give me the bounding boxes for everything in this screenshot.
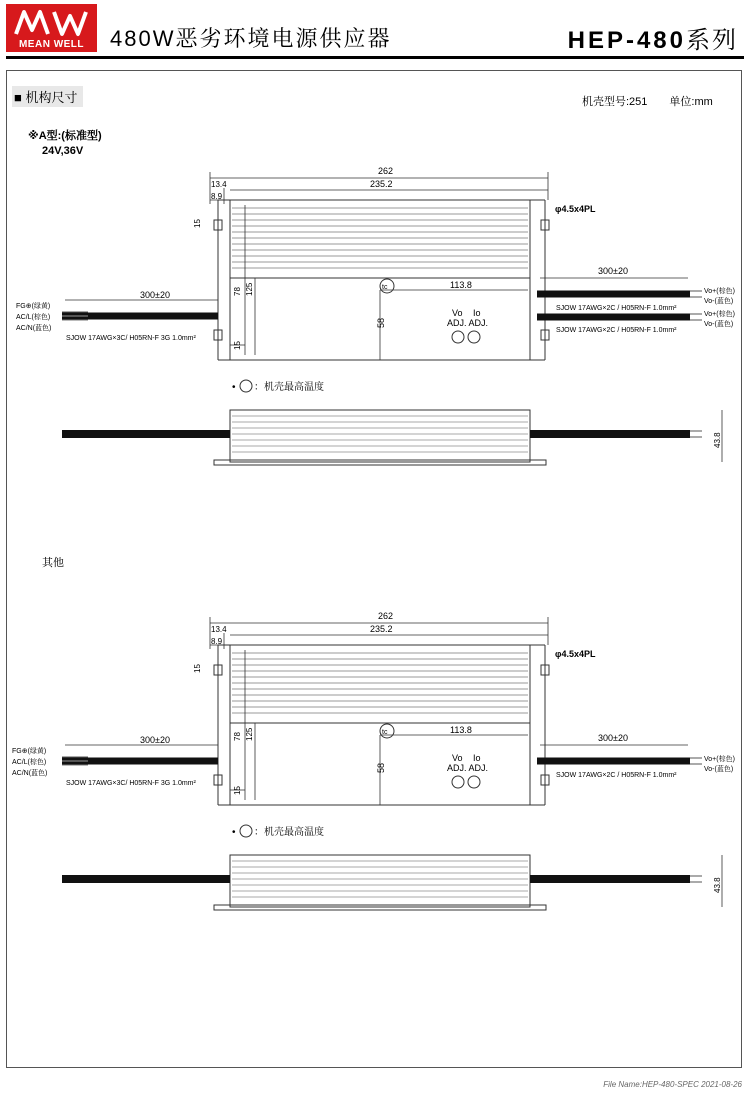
input-fg: FG⊕(绿黄) xyxy=(16,303,51,310)
dim-15-bottom: 15 xyxy=(233,786,242,795)
adj-io-label: Io xyxy=(473,308,481,318)
input-length: 300±20 xyxy=(140,290,170,300)
adj-io-label: Io xyxy=(473,753,481,763)
drawing-type-other xyxy=(0,605,750,930)
out1-pos: Vo+(棕色) xyxy=(704,288,735,295)
series-model: HEP-480 xyxy=(567,27,686,54)
vo-adj-pot-icon xyxy=(452,331,464,343)
logo-text: MEAN WELL xyxy=(18,39,85,50)
output-cable-1-spec: SJOW 17AWG×2C / H05RN-F 1.0mm² xyxy=(556,772,677,779)
input-acn: AC/N(蓝色) xyxy=(12,770,48,777)
unit-label: 单位:mm xyxy=(669,96,713,108)
side-height: 43.8 xyxy=(713,877,722,893)
io-adj-pot-icon xyxy=(468,776,480,788)
header-rule xyxy=(6,56,744,59)
output-cable-2-spec: SJOW 17AWG×2C / H05RN-F 1.0mm² xyxy=(556,327,677,334)
tc-mark-label: tc xyxy=(382,284,388,291)
input-acn: AC/N(蓝色) xyxy=(16,325,52,332)
adj-label: ADJ. ADJ. xyxy=(447,318,489,328)
output-length: 300±20 xyxy=(598,266,628,276)
dim-8-9: 8.9 xyxy=(211,637,223,646)
tc-note-icon xyxy=(240,380,252,392)
footer-file-name: File Name:HEP-480-SPEC 2021-08-26 xyxy=(603,1080,742,1089)
dim-262: 262 xyxy=(378,166,394,176)
dim-58: 58 xyxy=(376,762,386,773)
dim-235: 235.2 xyxy=(370,179,393,189)
side-view-case xyxy=(230,855,530,907)
tc-note: ：机壳最高温度 xyxy=(254,382,324,393)
tc-note-bullet: • xyxy=(232,827,236,838)
dim-15-top: 15 xyxy=(193,664,202,673)
series-name xyxy=(568,20,738,55)
vo-adj-pot-icon xyxy=(452,776,464,788)
dim-113-8: 113.8 xyxy=(450,725,472,735)
drawing-type-a xyxy=(0,160,750,485)
dim-15-bottom: 15 xyxy=(233,341,242,350)
dim-78: 78 xyxy=(233,287,242,296)
io-adj-pot-icon xyxy=(468,331,480,343)
type-a-voltages: 24V,36V xyxy=(42,145,84,157)
dim-78: 78 xyxy=(233,732,242,741)
hole-note: φ4.5x4PL xyxy=(555,204,596,214)
drawing-a-svg xyxy=(0,160,750,480)
document-title: 480W恶劣环境电源供应器 xyxy=(110,26,392,51)
input-cable-spec: SJOW 17AWG×3C/ H05RN-F 3G 1.0mm² xyxy=(66,335,196,342)
dim-235: 235.2 xyxy=(370,624,393,634)
output-cable-1-spec: SJOW 17AWG×2C / H05RN-F 1.0mm² xyxy=(556,305,677,312)
dim-13-4: 13.4 xyxy=(211,625,227,634)
tc-note-bullet: • xyxy=(232,382,236,393)
hole-note: φ4.5x4PL xyxy=(555,649,596,659)
input-cable-spec: SJOW 17AWG×3C/ H05RN-F 3G 1.0mm² xyxy=(66,780,196,787)
section-title-text: 机构尺寸 xyxy=(25,90,78,105)
tc-note: ：机壳最高温度 xyxy=(254,827,324,838)
input-acl: AC/L(棕色) xyxy=(16,314,51,321)
out1-neg: Vo-(蓝色) xyxy=(704,298,734,305)
out2-pos: Vo+(棕色) xyxy=(704,311,735,318)
series-suffix: 系列 xyxy=(686,27,738,54)
tc-mark-label: tc xyxy=(382,729,388,736)
input-length: 300±20 xyxy=(140,735,170,745)
dim-8-9: 8.9 xyxy=(211,192,223,201)
mean-well-logo xyxy=(6,4,97,52)
adj-vo-label: Vo xyxy=(452,308,463,318)
section-title: ■ 机构尺寸 xyxy=(12,86,83,107)
dim-58: 58 xyxy=(376,317,386,328)
dim-125: 125 xyxy=(245,282,254,296)
case-number: 机壳型号:251 xyxy=(582,96,648,108)
out2-neg: Vo-(蓝色) xyxy=(704,321,734,328)
side-height: 43.8 xyxy=(713,432,722,448)
side-view-case xyxy=(230,410,530,462)
out1-pos: Vo+(棕色) xyxy=(704,756,735,763)
adj-label: ADJ. ADJ. xyxy=(447,763,489,773)
output-length: 300±20 xyxy=(598,733,628,743)
adj-vo-label: Vo xyxy=(452,753,463,763)
others-label: 其他 xyxy=(42,557,64,569)
input-fg: FG⊕(绿黄) xyxy=(12,748,47,755)
dim-113-8: 113.8 xyxy=(450,280,472,290)
dim-13-4: 13.4 xyxy=(211,180,227,189)
dim-15-top: 15 xyxy=(193,219,202,228)
out1-neg: Vo-(蓝色) xyxy=(704,766,734,773)
dim-262: 262 xyxy=(378,611,394,621)
dim-125: 125 xyxy=(245,727,254,741)
drawing-b-svg xyxy=(0,605,750,925)
input-acl: AC/L(棕色) xyxy=(12,759,47,766)
type-a-label: ※A型:(标准型) xyxy=(28,130,102,142)
case-info xyxy=(582,93,735,109)
tc-note-icon xyxy=(240,825,252,837)
